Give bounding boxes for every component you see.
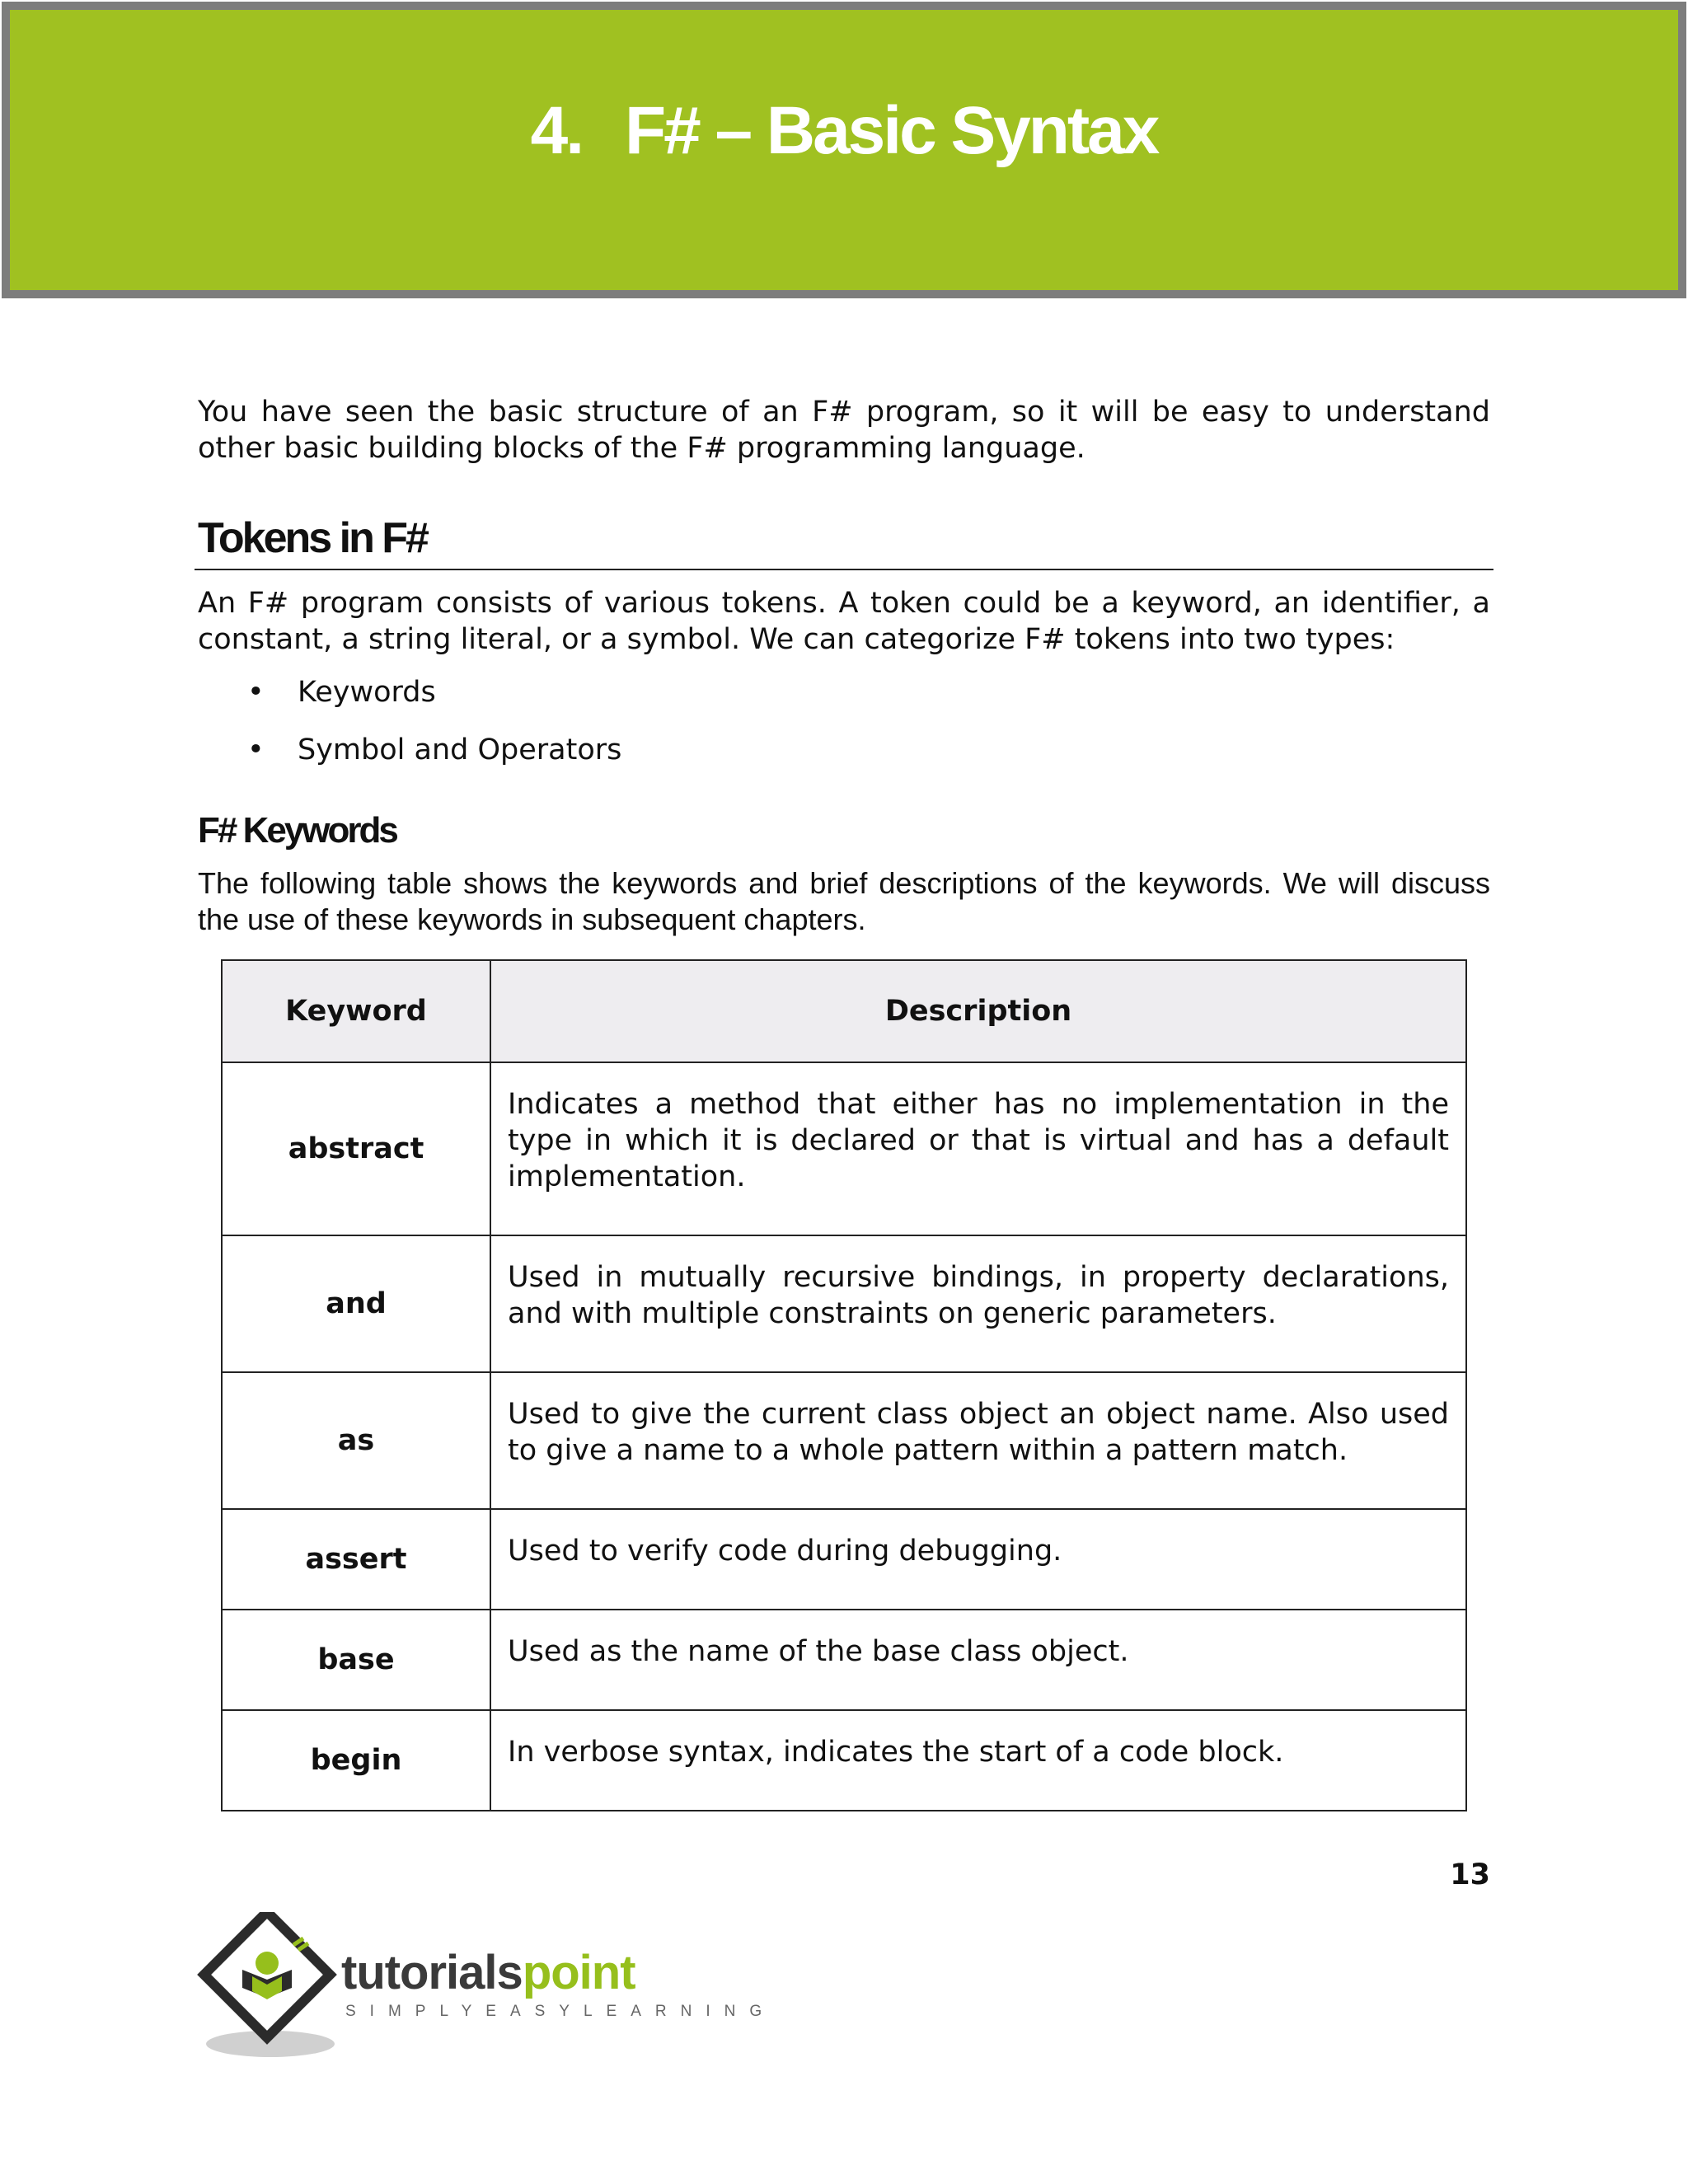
description-cell <box>490 1062 1466 1235</box>
page-number: 13 <box>1450 1858 1490 1891</box>
list-item-label: Symbol and Operators <box>298 733 622 766</box>
bullet-icon: • <box>247 733 265 766</box>
table-row <box>222 1509 1466 1610</box>
list-item <box>198 674 1490 710</box>
table-row <box>222 1372 1466 1509</box>
list-item-label: Keywords <box>298 676 436 709</box>
tokens-paragraph: An F# program consists of various tokens. A token could be a keyword, an identifier, a constant, a string literal, or a symbol. We can categorize F# tokens into two types: <box>198 587 1490 656</box>
logo-name-part2: point <box>522 1946 635 1999</box>
keyword-cell: assert <box>222 1509 490 1610</box>
description-cell <box>490 1235 1466 1372</box>
list-item <box>198 732 1490 768</box>
table-header-row <box>222 960 1466 1062</box>
description-text: Used to give the current class object an object name. Also used to give a name to a whole pattern within a pattern match. <box>508 1398 1449 1467</box>
keywords-heading: F# Keywords <box>198 810 396 851</box>
chapter-banner <box>2 2 1686 298</box>
intro-paragraph: You have seen the basic structure of an F# program, so it will be easy to understand other basic building blocks of the F# programming language. <box>198 396 1490 465</box>
description-text: Used in mutually recursive bindings, in property declarations, and with multiple constraints on generic parameters. <box>508 1261 1449 1330</box>
keywords-paragraph: The following table shows the keywords and brief descriptions of the keywords. We will discuss the use of these keywords in subsequent chapters. <box>198 866 1490 936</box>
logo-tagline: SIMPLYEASYLEARNING <box>345 2003 776 2020</box>
description-cell <box>490 1710 1466 1811</box>
page-content <box>198 394 1490 1811</box>
column-header-description: Description <box>490 960 1466 1062</box>
description-text: In verbose syntax, indicates the start of a code block. <box>508 1736 1284 1769</box>
logo-name-part1: tutorials <box>341 1946 523 1999</box>
logo-wordmark <box>341 1945 635 2000</box>
chapter-name: F# – Basic Syntax <box>625 93 1158 168</box>
keyword-cell: base <box>222 1610 490 1710</box>
keywords-table <box>221 959 1467 1811</box>
keyword-cell: and <box>222 1235 490 1372</box>
table-row <box>222 1610 1466 1710</box>
table-row <box>222 1235 1466 1372</box>
keyword-cell: as <box>222 1372 490 1509</box>
description-text: Used to verify code during debugging. <box>508 1535 1062 1568</box>
column-header-keyword: Keyword <box>222 960 490 1062</box>
chapter-title <box>531 92 1158 170</box>
description-cell <box>490 1610 1466 1710</box>
description-text: Indicates a method that either has no implementation in the type in which it is declared or that is virtual and has a default implementation. <box>508 1088 1449 1193</box>
bullet-icon: • <box>247 676 265 709</box>
keyword-cell: begin <box>222 1710 490 1811</box>
table-row <box>222 1710 1466 1811</box>
keyword-cell: abstract <box>222 1062 490 1235</box>
tutorialspoint-logo <box>195 1912 776 2060</box>
description-cell <box>490 1509 1466 1610</box>
description-text: Used as the name of the base class object. <box>508 1635 1129 1668</box>
table-row <box>222 1062 1466 1235</box>
tokens-heading: Tokens in F# <box>195 513 1493 570</box>
logo-diamond-icon <box>195 1912 343 2060</box>
description-cell <box>490 1372 1466 1509</box>
chapter-number: 4. <box>530 93 582 168</box>
token-types-list <box>198 674 1490 768</box>
